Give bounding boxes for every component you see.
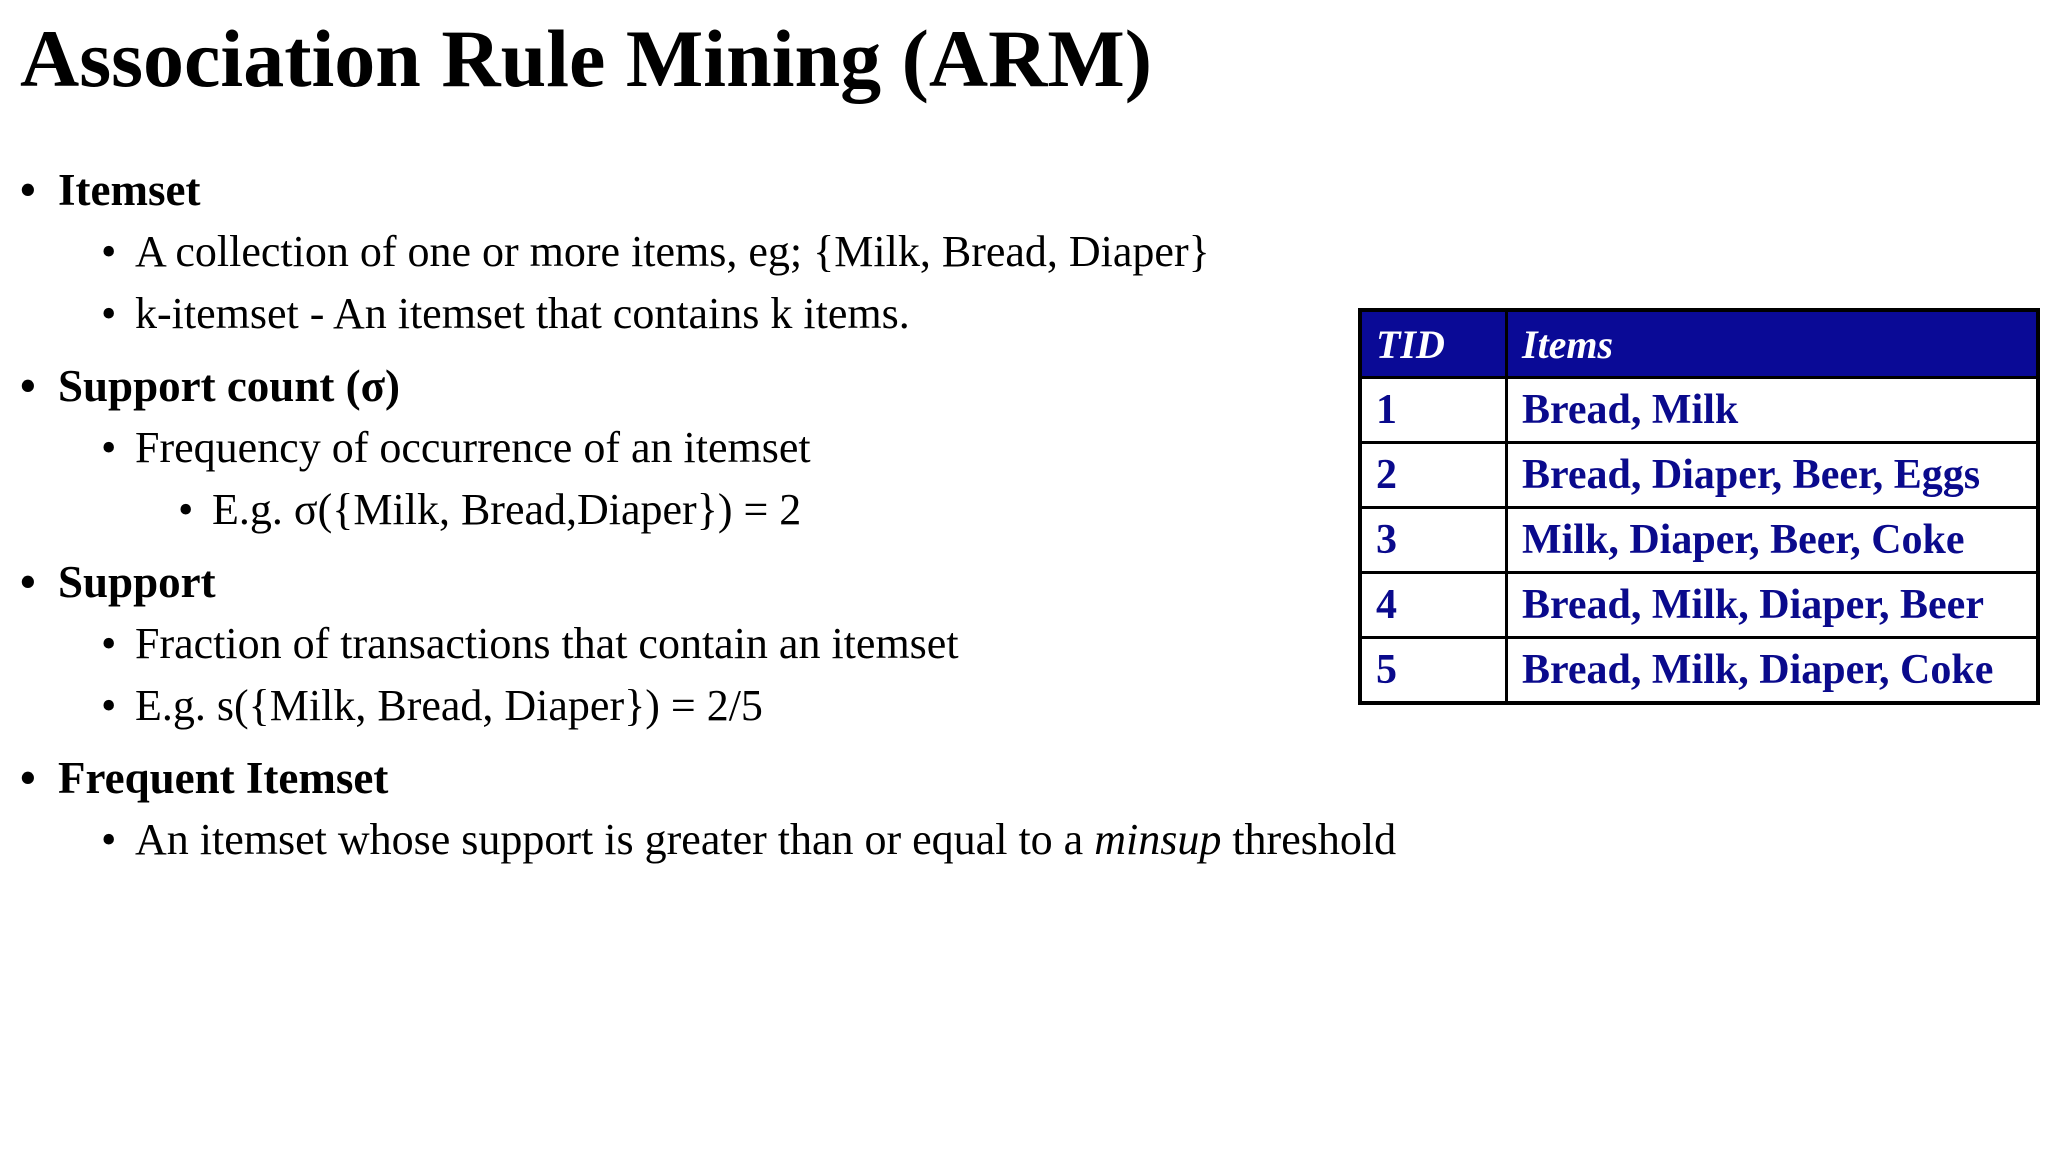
cell-items: Bread, Milk, Diaper, Beer	[1507, 573, 2039, 638]
header-items: Items	[1507, 310, 2039, 378]
bullet-frequent-itemset: • Frequent Itemset	[20, 753, 389, 803]
cell-items: Bread, Milk	[1507, 378, 2039, 443]
minsup-term: minsup	[1094, 815, 1222, 864]
table-row	[1360, 573, 2038, 638]
table-row	[1360, 378, 2038, 443]
sub-bullet-text-before: An itemset whose support is greater than or equal to a	[135, 815, 1095, 864]
cell-items: Milk, Diaper, Beer, Coke	[1507, 508, 2039, 573]
sub-bullet: • Frequency of occurrence of an itemset	[101, 423, 811, 472]
table-row	[1360, 508, 2038, 573]
cell-items: Bread, Diaper, Beer, Eggs	[1507, 443, 2039, 508]
sub-bullet: • k-itemset - An itemset that contains k items.	[101, 289, 910, 338]
sub-bullet-text: A collection of one or more items, eg; {Milk, Bread, Diaper}	[135, 227, 1210, 276]
sub-bullet-text-after: threshold	[1221, 815, 1397, 864]
transactions-table	[1358, 308, 2040, 705]
header-tid: TID	[1360, 310, 1507, 378]
cell-items: Bread, Milk, Diaper, Coke	[1507, 638, 2039, 704]
bullet-support: • Support	[20, 557, 216, 607]
sub-bullet-text: E.g. s({Milk, Bread, Diaper}) = 2/5	[135, 681, 763, 730]
table-row	[1360, 638, 2038, 704]
cell-tid: 1	[1360, 378, 1507, 443]
slide-title: Association Rule Mining (ARM)	[20, 13, 1153, 104]
cell-tid: 4	[1360, 573, 1507, 638]
cell-tid: 5	[1360, 638, 1507, 704]
bullet-label: Support	[58, 557, 216, 607]
bullet-label: Support count (σ)	[58, 361, 401, 411]
bullet-support-count: • Support count (σ)	[20, 361, 401, 411]
sub-bullet: • An itemset whose support is greater than or equal to a minsup threshold	[101, 815, 1397, 864]
sub-sub-bullet: • E.g. σ({Milk, Bread,Diaper}) = 2	[178, 485, 802, 534]
sub-sub-bullet-text: E.g. σ({Milk, Bread,Diaper}) = 2	[212, 485, 802, 534]
sub-bullet: • E.g. s({Milk, Bread, Diaper}) = 2/5	[101, 681, 763, 730]
sub-bullet-text: Frequency of occurrence of an itemset	[135, 423, 811, 472]
table-row	[1360, 443, 2038, 508]
bullet-label: Itemset	[58, 165, 201, 215]
sub-bullet-text: k-itemset - An itemset that contains k items.	[135, 289, 910, 338]
cell-tid: 3	[1360, 508, 1507, 573]
sub-bullet: • Fraction of transactions that contain an itemset	[101, 619, 959, 668]
cell-tid: 2	[1360, 443, 1507, 508]
table-header-row	[1360, 310, 2038, 378]
sub-bullet: • A collection of one or more items, eg; {Milk, Bread, Diaper}	[101, 227, 1210, 276]
sub-bullet-text: Fraction of transactions that contain an itemset	[135, 619, 959, 668]
bullet-label: Frequent Itemset	[58, 753, 389, 803]
bullet-itemset: • Itemset	[20, 165, 201, 215]
